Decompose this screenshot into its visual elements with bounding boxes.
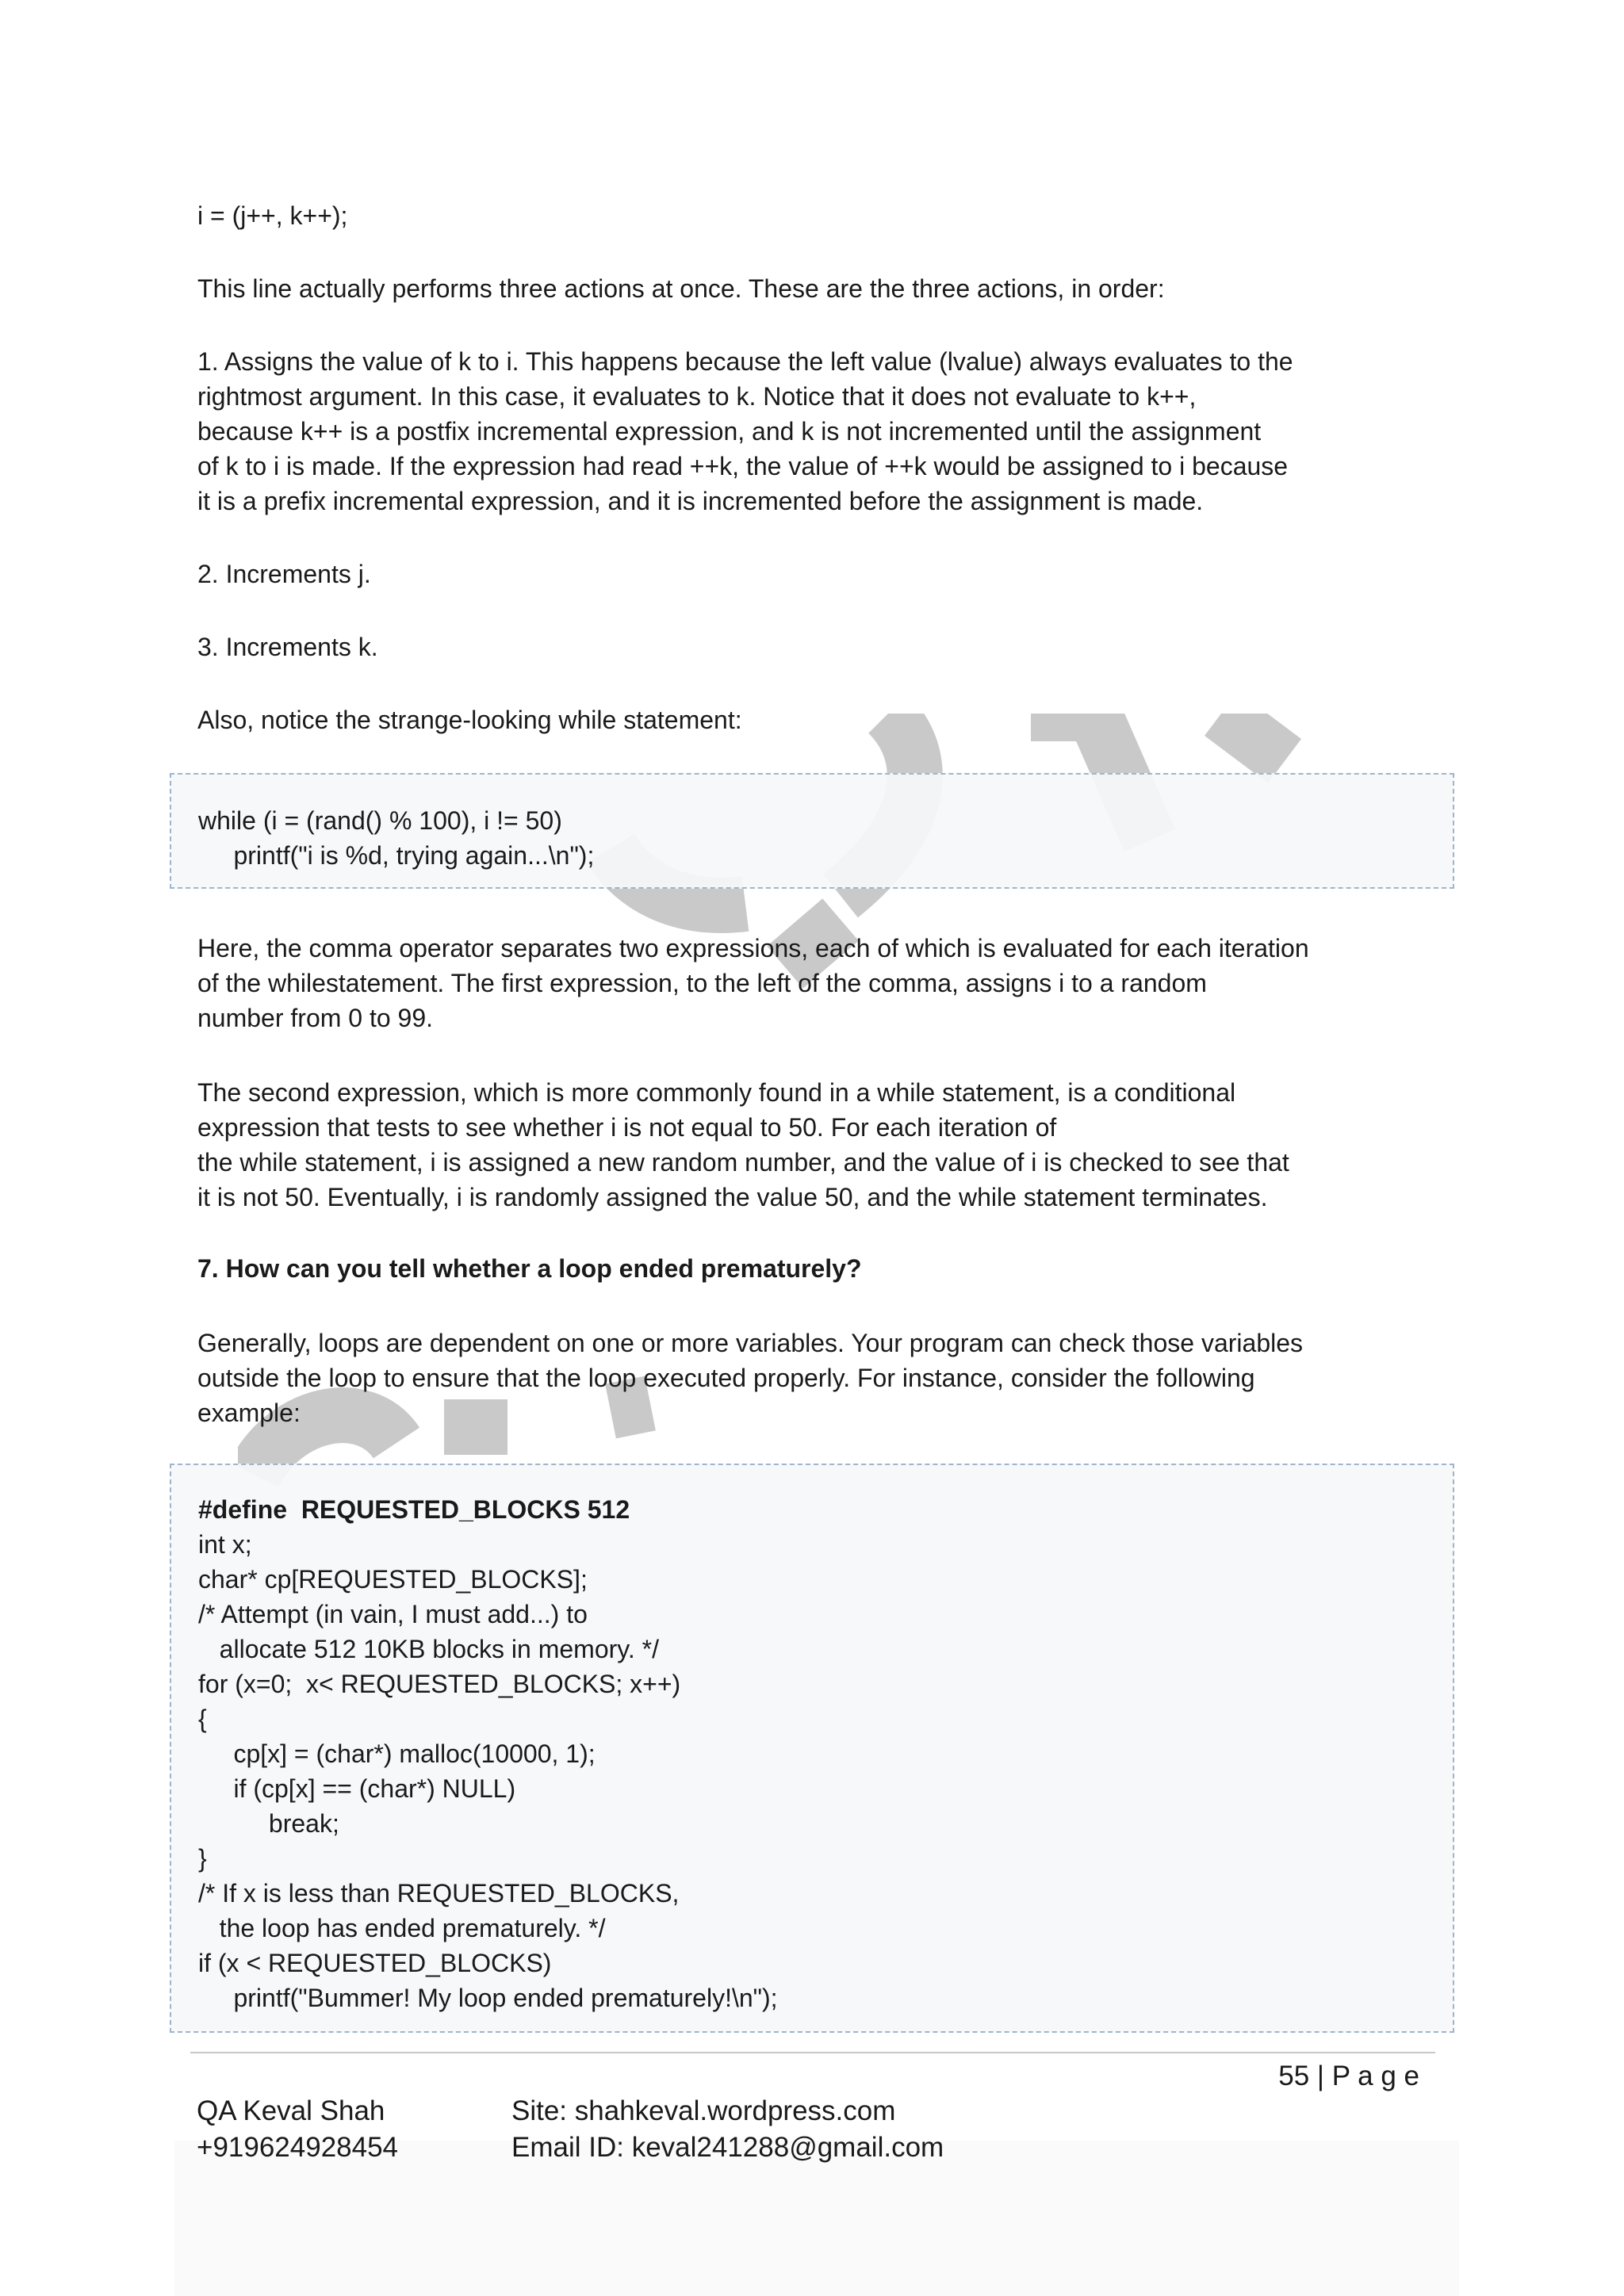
paragraph-while-intro: Also, notice the strange-looking while statement: <box>197 706 742 734</box>
code-line: char* cp[REQUESTED_BLOCKS]; <box>198 1565 588 1594</box>
code-line: /* If x is less than REQUESTED_BLOCKS, <box>198 1879 680 1908</box>
code-line: for (x=0; x< REQUESTED_BLOCKS; x++) <box>198 1670 681 1698</box>
footer-site: Site: shahkeval.wordpress.com <box>511 2095 896 2126</box>
code-block-while <box>170 773 1454 889</box>
code-line: #define REQUESTED_BLOCKS 512 <box>198 1495 630 1524</box>
code-line: if (x < REQUESTED_BLOCKS) <box>198 1949 552 1977</box>
code-line: { <box>198 1705 207 1733</box>
code-line: the loop has ended prematurely. */ <box>198 1914 606 1942</box>
code-line: } <box>198 1844 207 1873</box>
footer-phone: +919624928454 <box>197 2132 399 2163</box>
main-text-2 <box>197 931 1434 1430</box>
code-block-loop <box>170 1464 1454 2033</box>
footer-author: QA Keval Shah <box>197 2095 385 2126</box>
paragraph-intro: This line actually performs three actions at once. These are the three actions, in order: <box>197 274 1165 303</box>
code-line: /* Attempt (in vain, I must add...) to <box>198 1600 588 1628</box>
section-heading: 7. How can you tell whether a loop ended prematurely? <box>197 1254 862 1283</box>
footer-email: Email ID: keval241288@gmail.com <box>511 2132 944 2163</box>
paragraph-loops: Generally, loops are dependent on one or more variables. Your program can check those variables outside the loop to ensure that the loop executed properly. For instance, consider the following example: <box>197 1329 1304 1427</box>
paragraph-comma-operator: Here, the comma operator separates two expressions, each of which is evaluated for each iteration of the whilestatement. The first expression, to the left of the comma, assigns i to a random number from 0 to 99. <box>197 934 1309 1032</box>
footer-divider <box>190 2052 1435 2053</box>
page-number: 55 | P a g e <box>1278 2061 1419 2091</box>
code-snippet-inline: i = (j++, k++); <box>197 201 348 230</box>
code-line: cp[x] = (char*) malloc(10000, 1); <box>198 1739 596 1768</box>
main-text <box>197 198 1434 737</box>
code-line: if (cp[x] == (char*) NULL) <box>198 1774 516 1803</box>
code-line: while (i = (rand() % 100), i != 50) <box>198 806 562 835</box>
code-line: int x; <box>198 1530 252 1559</box>
code-line: printf("i is %d, trying again...\n"); <box>198 841 595 870</box>
paragraph-step-1: 1. Assigns the value of k to i. This happens because the left value (lvalue) always evaluates to the rightmost argument. In this case, it evaluates to k. Notice that it does not evaluate to k++, because k++ is a postfix incremental expression, and k is not incremented until the assignment of k to i is made. If the expression had read ++k, the value of ++k would be assigned to i because it is a prefix incremental expression, and it is incremented before the assignment is made. <box>197 347 1293 515</box>
paragraph-step-3: 3. Increments k. <box>197 633 378 661</box>
code-line: allocate 512 10KB blocks in memory. */ <box>198 1635 660 1663</box>
code-line: break; <box>198 1809 339 1838</box>
paragraph-second-expression: The second expression, which is more commonly found in a while statement, is a conditional expression that tests to see whether i is not equal to 50. For each iteration of the while statement, i is assigned a new random number, and the value of i is checked to see that it is not 50. Eventually, i is randomly assigned the value 50, and the while statement terminates. <box>197 1078 1289 1211</box>
code-line: printf("Bummer! My loop ended prematurely!\n"); <box>198 1984 778 2012</box>
paragraph-step-2: 2. Increments j. <box>197 560 371 588</box>
